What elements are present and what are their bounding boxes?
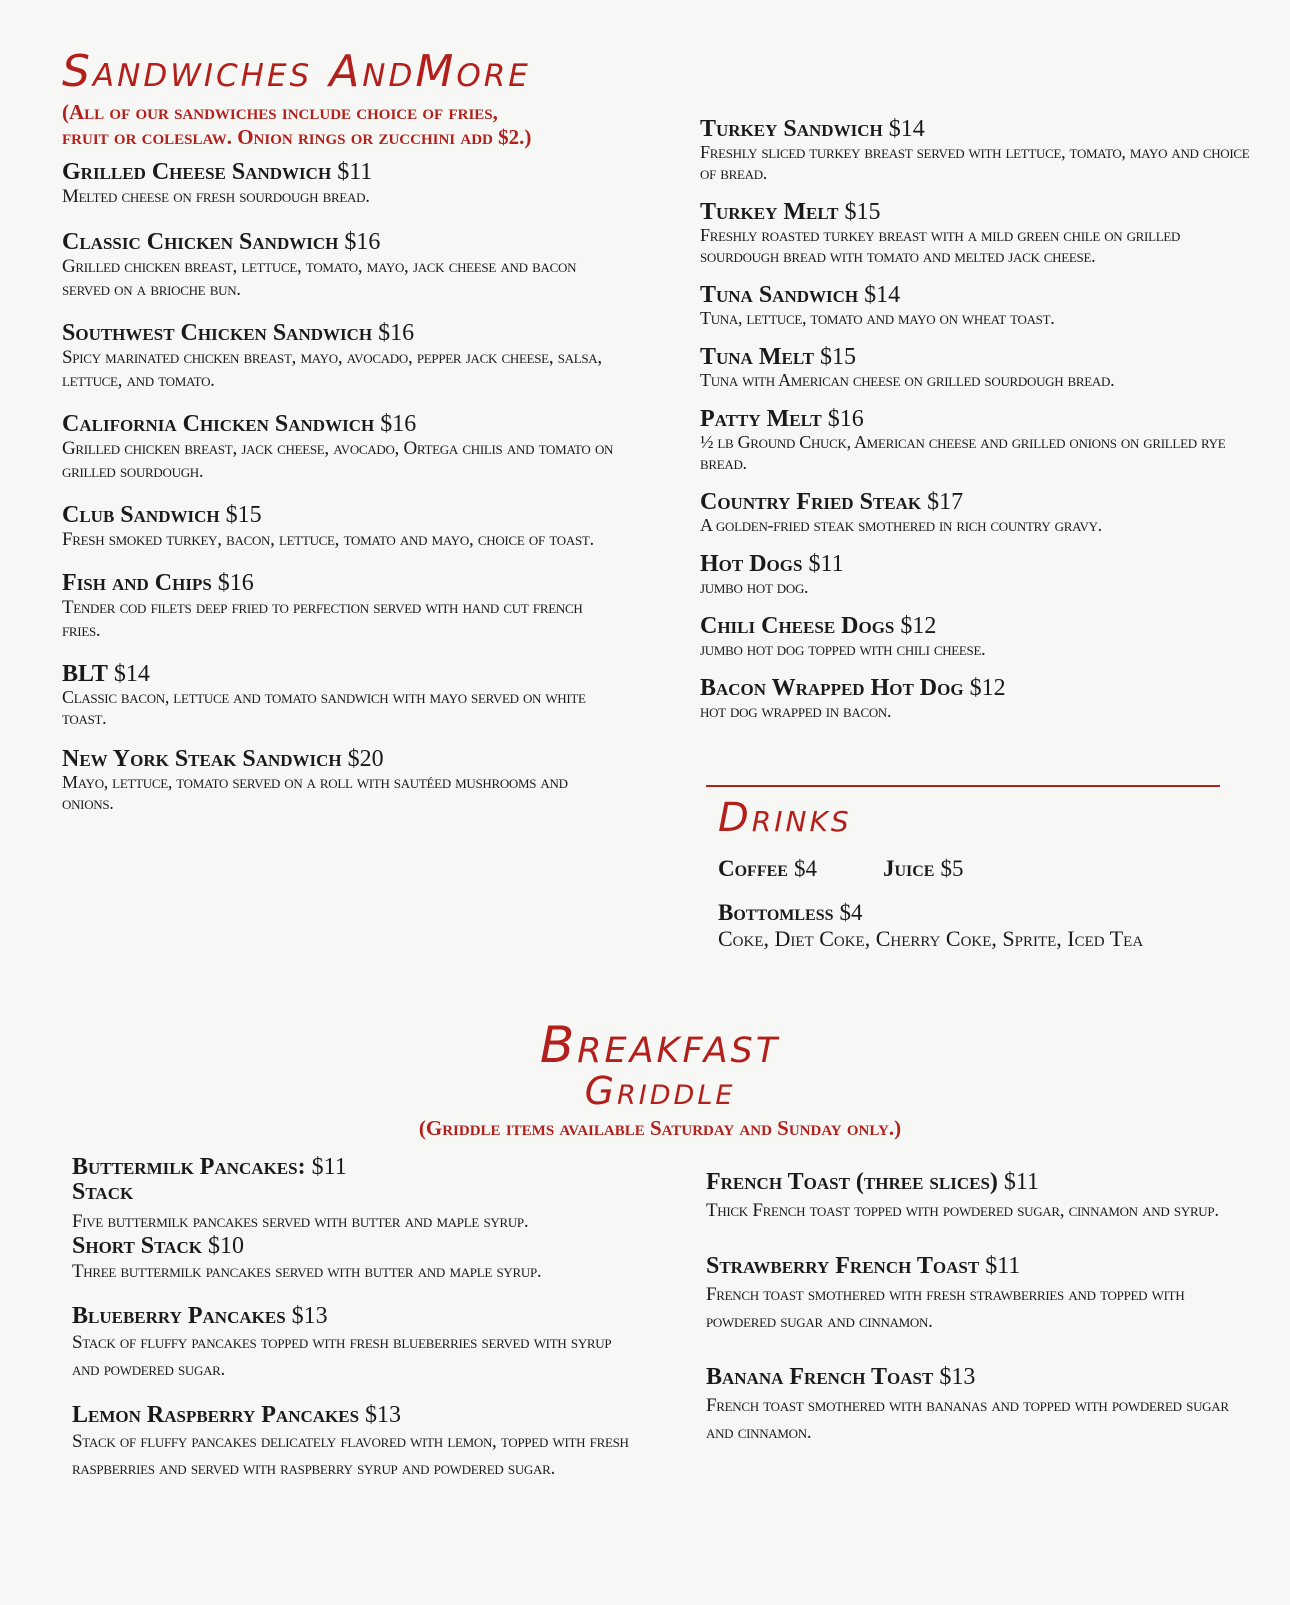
breakfast-right-column (706, 1170, 1251, 1446)
item-price: $11 (808, 551, 844, 577)
menu-item (700, 283, 1260, 329)
menu-item (62, 503, 617, 551)
menu-item (62, 160, 617, 208)
item-description: Five buttermilk pancakes served with butter and maple syrup. (72, 1211, 529, 1232)
item-title: Patty Melt (700, 406, 822, 432)
item-price: $12 (900, 613, 937, 639)
item-name (700, 614, 1260, 639)
item-description: Fresh smoked turkey, bacon, lettuce, tomato and mayo, choice of toast. (62, 529, 594, 550)
item-title: French Toast (three slices) (706, 1169, 998, 1195)
menu-item (706, 1365, 1251, 1446)
item-title: Fish and Chips (62, 570, 212, 596)
menu-item (72, 1403, 632, 1482)
item-title: Turkey Melt (700, 199, 839, 225)
menu-item (700, 552, 1260, 598)
item-price: $16 (344, 229, 381, 255)
item-name (700, 283, 1260, 308)
item-title: BLT (62, 661, 108, 687)
item-description: jumbo hot dog. (700, 577, 809, 597)
menu-item (700, 117, 1260, 184)
item-name (700, 552, 1260, 577)
item-name (706, 1365, 1251, 1390)
item-description: French toast smothered with bananas and topped with powdered sugar and cinnamon. (706, 1395, 1229, 1443)
item-name (62, 747, 617, 772)
menu-item (700, 200, 1260, 267)
item-title: Strawberry French Toast (706, 1253, 980, 1279)
item-name (700, 117, 1260, 142)
item-title: Short Stack (72, 1233, 203, 1259)
item-description: ½ lb Ground Chuck, American cheese and grilled onions on grilled rye bread. (700, 432, 1226, 473)
item-title: Tuna Sandwich (700, 282, 859, 308)
item-price: $16 (827, 406, 864, 432)
item-title: Buttermilk Pancakes: (72, 1154, 306, 1180)
item-description: Tuna, lettuce, tomato and mayo on wheat toast. (700, 308, 1055, 328)
item-price: $20 (347, 746, 384, 772)
breakfast-header (340, 1016, 980, 1141)
item-description: Stack of fluffy pancakes topped with fresh blueberries served with syrup and powdered sugar. (72, 1332, 612, 1380)
item-description: Spicy marinated chicken breast, mayo, avocado, pepper jack cheese, salsa, lettuce, and tomato. (62, 347, 602, 391)
item-title: Classic Chicken Sandwich (62, 229, 339, 255)
item-subtitle: Stack (72, 1179, 134, 1205)
item-price: $13 (939, 1364, 976, 1390)
item-name (62, 662, 617, 687)
sandwiches-left-column (62, 160, 617, 814)
item-description: jumbo hot dog topped with chili cheese. (700, 639, 986, 659)
item-price: $14 (864, 282, 901, 308)
menu-item (700, 407, 1260, 474)
griddle-title: Griddle (584, 1069, 736, 1113)
drink-price: $4 (793, 856, 817, 881)
item-price: $11 (1003, 1169, 1040, 1195)
menu-item (62, 230, 617, 301)
menu-item (700, 490, 1260, 536)
item-title: Turkey Sandwich (700, 116, 883, 142)
sandwiches-note-line1: (All of our sandwiches include choice of fries, (62, 100, 498, 124)
item-price: $14 (888, 116, 925, 142)
item-name (62, 571, 617, 596)
sandwiches-title: Sandwiches AndMore (62, 46, 531, 97)
sandwiches-header (62, 46, 662, 150)
item-description: Thick French toast topped with powdered sugar, cinnamon and syrup. (706, 1200, 1219, 1221)
menu-item (706, 1170, 1251, 1224)
item-price: $16 (380, 411, 417, 437)
item-title: Lemon Raspberry Pancakes (72, 1402, 360, 1428)
item-name (62, 160, 617, 185)
drink-bottomless-name (718, 900, 863, 925)
item-title: New York Steak Sandwich (62, 746, 342, 772)
item-name (72, 1234, 632, 1259)
menu-item (62, 321, 617, 392)
sandwiches-note-line2: fruit or coleslaw. Onion rings or zucchini add $2.) (62, 125, 532, 149)
menu-item (72, 1155, 632, 1234)
item-name (72, 1403, 632, 1428)
item-title: Country Fried Steak (700, 489, 922, 515)
item-name (62, 321, 617, 346)
item-description: Freshly roasted turkey breast with a mild green chile on grilled sourdough bread with tomato and melted jack cheese. (700, 225, 1181, 266)
drinks-title: Drinks (718, 795, 852, 841)
item-price: $12 (969, 675, 1006, 701)
item-name (62, 503, 617, 528)
item-title: Hot Dogs (700, 551, 803, 577)
menu-item (62, 662, 617, 729)
item-price: $15 (225, 502, 262, 528)
drink-name: Coffee (718, 856, 788, 881)
item-name (62, 230, 617, 255)
item-description: Grilled chicken breast, lettuce, tomato, mayo, jack cheese and bacon served on a brioche bun. (62, 256, 577, 300)
menu-item (62, 412, 617, 483)
item-price: $16 (217, 570, 254, 596)
drink-name: Juice (882, 856, 935, 881)
menu-item (700, 345, 1260, 391)
item-price: $11 (311, 1154, 347, 1180)
breakfast-left-column (72, 1155, 632, 1482)
drink-name: Bottomless (718, 900, 834, 925)
item-price: $10 (208, 1233, 245, 1259)
item-description: French toast smothered with fresh strawberries and topped with powdered sugar and cinnamon. (706, 1284, 1185, 1332)
item-price: $15 (844, 199, 881, 225)
item-description: hot dog wrapped in bacon. (700, 701, 892, 721)
drink-price: $5 (940, 856, 964, 881)
griddle-note: (Griddle items available Saturday and Sunday only.) (418, 1116, 902, 1140)
drinks-section (718, 795, 1258, 952)
item-description: Tuna with American cheese on grilled sourdough bread. (700, 370, 1115, 390)
menu-item (706, 1254, 1251, 1335)
item-title: Banana French Toast (706, 1364, 934, 1390)
item-name (700, 676, 1260, 701)
item-description: Three buttermilk pancakes served with butter and maple syrup. (72, 1261, 542, 1282)
item-price: $11 (985, 1253, 1021, 1279)
item-title: Blueberry Pancakes (72, 1303, 286, 1329)
item-name (700, 345, 1260, 370)
item-price: $11 (337, 159, 373, 185)
breakfast-title: Breakfast (539, 1016, 781, 1074)
item-title: Tuna Melt (700, 344, 814, 370)
item-price: $14 (113, 661, 150, 687)
item-price: $13 (365, 1402, 402, 1428)
item-name (700, 490, 1260, 515)
drink-bottomless (718, 900, 1258, 952)
item-description: Classic bacon, lettuce and tomato sandwich with mayo served on white toast. (62, 687, 586, 728)
item-name (700, 407, 1260, 432)
drinks-row (718, 856, 1258, 882)
item-price: $16 (378, 320, 415, 346)
item-title: California Chicken Sandwich (62, 411, 375, 437)
item-description: Mayo, lettuce, tomato served on a roll with sautéed mushrooms and onions. (62, 772, 568, 813)
drink-price: $4 (839, 900, 863, 925)
drink-juice (883, 856, 964, 882)
item-title: Chili Cheese Dogs (700, 613, 895, 639)
item-description: Freshly sliced turkey breast served with lettuce, tomato, mayo and choice of bread. (700, 142, 1250, 183)
item-description: Melted cheese on fresh sourdough bread. (62, 186, 370, 207)
item-description: A golden-fried steak smothered in rich country gravy. (700, 515, 1102, 535)
item-name (62, 412, 617, 437)
drink-description: Coke, Diet Coke, Cherry Coke, Sprite, Iced Tea (718, 926, 1144, 951)
item-title: Southwest Chicken Sandwich (62, 320, 373, 346)
menu-item (62, 747, 617, 814)
item-name (72, 1304, 632, 1329)
menu-item (72, 1234, 632, 1284)
item-price: $17 (927, 489, 964, 515)
item-price: $15 (819, 344, 856, 370)
item-description: Grilled chicken breast, jack cheese, avocado, Ortega chilis and tomato on grilled sourdough. (62, 438, 614, 482)
item-name (700, 200, 1260, 225)
item-price: $13 (291, 1303, 328, 1329)
item-name (72, 1155, 632, 1180)
item-title: Grilled Cheese Sandwich (62, 159, 332, 185)
item-description: Tender cod filets deep fried to perfection served with hand cut french fries. (62, 597, 583, 641)
menu-item (700, 614, 1260, 660)
menu-item (700, 676, 1260, 722)
sandwiches-right-column (700, 117, 1260, 722)
menu-item (72, 1304, 632, 1383)
item-title: Club Sandwich (62, 502, 220, 528)
item-name (706, 1170, 1251, 1195)
item-title: Bacon Wrapped Hot Dog (700, 675, 964, 701)
drink-coffee (718, 856, 817, 882)
menu-item (62, 571, 617, 642)
drinks-divider (706, 785, 1220, 787)
item-name (706, 1254, 1251, 1279)
item-description: Stack of fluffy pancakes delicately flavored with lemon, topped with fresh raspberries and served with raspberry syrup and powdered sugar. (72, 1431, 629, 1479)
